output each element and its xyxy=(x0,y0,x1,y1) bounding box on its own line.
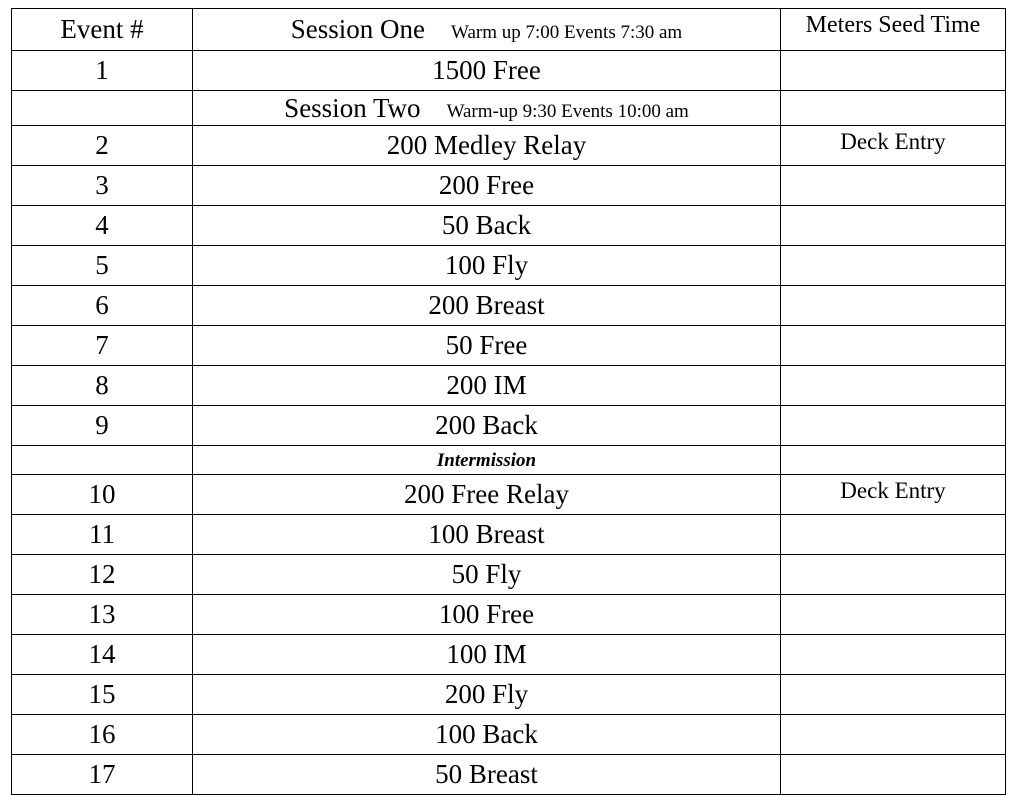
seed-time xyxy=(781,635,1006,675)
event-number-header-label: Event # xyxy=(60,14,144,44)
seed-time xyxy=(781,755,1006,795)
event-name: 1500 Free xyxy=(193,51,781,91)
session-two-events xyxy=(12,126,1006,446)
event-number: 5 xyxy=(12,246,193,286)
session-two-empty-number xyxy=(12,91,193,126)
event-number: 14 xyxy=(12,635,193,675)
event-row xyxy=(12,635,1006,675)
event-row xyxy=(12,595,1006,635)
session-one-header xyxy=(193,9,781,51)
event-row xyxy=(12,555,1006,595)
event-row xyxy=(12,286,1006,326)
session-one-title: Session One xyxy=(290,14,426,44)
event-number: 16 xyxy=(12,715,193,755)
event-row xyxy=(12,366,1006,406)
seed-time xyxy=(781,206,1006,246)
events-table-body xyxy=(12,9,1006,126)
seed-time xyxy=(781,166,1006,206)
event-row xyxy=(12,475,1006,515)
event-row xyxy=(12,51,1006,91)
event-row xyxy=(12,126,1006,166)
session-two-row xyxy=(12,91,1006,126)
intermission-section xyxy=(12,446,1006,475)
intermission-empty-seed xyxy=(781,446,1006,475)
event-number: 8 xyxy=(12,366,193,406)
event-name: 50 Back xyxy=(193,206,781,246)
seed-time xyxy=(781,595,1006,635)
seed-time xyxy=(781,326,1006,366)
seed-time: Deck Entry xyxy=(781,475,1006,515)
event-number: 7 xyxy=(12,326,193,366)
event-number: 12 xyxy=(12,555,193,595)
intermission-cell xyxy=(193,446,781,475)
events-table xyxy=(11,8,1006,795)
event-number: 17 xyxy=(12,755,193,795)
session-two-empty-seed xyxy=(781,91,1006,126)
event-number: 4 xyxy=(12,206,193,246)
event-name: 200 Free xyxy=(193,166,781,206)
event-name: 100 Back xyxy=(193,715,781,755)
seed-time xyxy=(781,366,1006,406)
event-row xyxy=(12,715,1006,755)
event-name: 100 IM xyxy=(193,635,781,675)
seed-time xyxy=(781,51,1006,91)
event-name: 100 Fly xyxy=(193,246,781,286)
event-name: 200 Breast xyxy=(193,286,781,326)
event-row xyxy=(12,675,1006,715)
event-name: 50 Breast xyxy=(193,755,781,795)
session-two-header xyxy=(193,91,781,126)
event-row xyxy=(12,515,1006,555)
event-name: 200 Back xyxy=(193,406,781,446)
intermission-empty-number xyxy=(12,446,193,475)
seed-time: Deck Entry xyxy=(781,126,1006,166)
event-number: 11 xyxy=(12,515,193,555)
event-name: 50 Free xyxy=(193,326,781,366)
event-row xyxy=(12,326,1006,366)
session-one-note: Warm up 7:00 Events 7:30 am xyxy=(451,22,683,43)
event-name: 200 Medley Relay xyxy=(193,126,781,166)
event-name: 100 Free xyxy=(193,595,781,635)
event-name: 100 Breast xyxy=(193,515,781,555)
event-row xyxy=(12,406,1006,446)
event-number: 13 xyxy=(12,595,193,635)
event-number: 3 xyxy=(12,166,193,206)
seed-time xyxy=(781,406,1006,446)
event-row xyxy=(12,246,1006,286)
event-name: 200 Fly xyxy=(193,675,781,715)
intermission-label: Intermission xyxy=(436,449,537,471)
event-number: 6 xyxy=(12,286,193,326)
event-number-header xyxy=(12,9,193,51)
seed-time xyxy=(781,555,1006,595)
meet-schedule xyxy=(11,8,1005,795)
seed-time xyxy=(781,246,1006,286)
event-row xyxy=(12,166,1006,206)
event-row xyxy=(12,755,1006,795)
after-intermission-events xyxy=(12,475,1006,795)
header-row xyxy=(12,9,1006,51)
event-name: 200 IM xyxy=(193,366,781,406)
event-number: 15 xyxy=(12,675,193,715)
session-two-title: Session Two xyxy=(284,92,421,123)
event-row xyxy=(12,206,1006,246)
event-number: 10 xyxy=(12,475,193,515)
seed-time xyxy=(781,286,1006,326)
event-number: 1 xyxy=(12,51,193,91)
seed-time xyxy=(781,515,1006,555)
event-name: 50 Fly xyxy=(193,555,781,595)
intermission-row xyxy=(12,446,1006,475)
event-number: 9 xyxy=(12,406,193,446)
event-number: 2 xyxy=(12,126,193,166)
seed-time xyxy=(781,715,1006,755)
seed-time-header: Meters Seed Time xyxy=(781,9,1006,51)
seed-time xyxy=(781,675,1006,715)
session-two-note: Warm-up 9:30 Events 10:00 am xyxy=(446,100,689,122)
event-name: 200 Free Relay xyxy=(193,475,781,515)
